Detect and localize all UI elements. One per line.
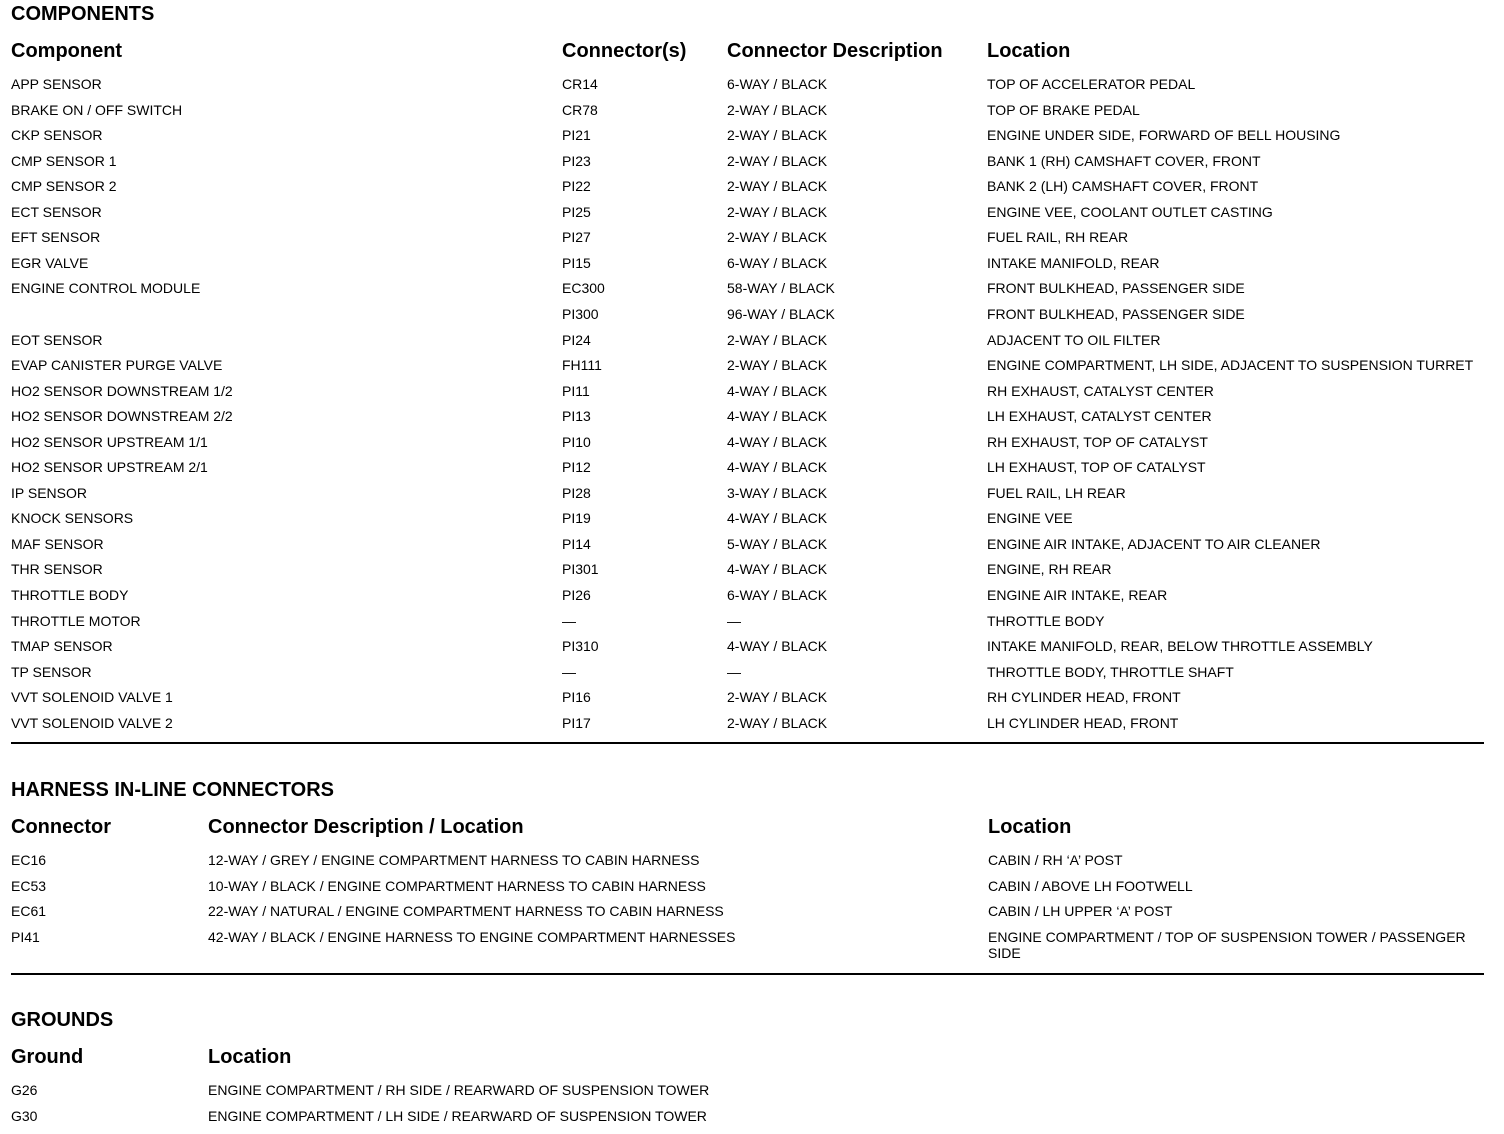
components-table-row (11, 510, 1484, 536)
components-cell-connector: PI22 (562, 178, 591, 195)
harness-cell-connector-description-location: 12-WAY / GREY / ENGINE COMPARTMENT HARNESS TO CABIN HARNESS (208, 852, 700, 868)
harness-cell-location: ENGINE COMPARTMENT / TOP OF SUSPENSION TOWER / PASSENGER SIDE (988, 928, 1466, 961)
components-cell-connector-description: 4-WAY / BLACK (727, 459, 828, 476)
components-cell-component: VVT SOLENOID VALVE 2 (11, 714, 173, 731)
components-cell-component: ECT SENSOR (11, 203, 102, 220)
components-cell-location: ENGINE VEE (987, 510, 1073, 527)
components-cell-component: TP SENSOR (11, 663, 92, 680)
components-cell-component: BRAKE ON / OFF SWITCH (11, 101, 183, 118)
components-table-row (11, 485, 1484, 511)
components-cell-connector: PI12 (562, 459, 591, 476)
components-cell-connector: — (562, 612, 576, 629)
components-table-row (11, 587, 1484, 613)
harness-cell-location: CABIN / LH UPPER ‘A’ POST (988, 903, 1173, 920)
components-cell-component: THR SENSOR (11, 561, 103, 578)
grounds-table-row (11, 1082, 1484, 1108)
components-cell-connector-description: 4-WAY / BLACK (727, 382, 828, 399)
components-cell-location: RH EXHAUST, CATALYST CENTER (987, 382, 1214, 399)
components-cell-connector: PI23 (562, 152, 591, 169)
components-cell-connector-description: — (727, 612, 741, 629)
components-cell-connector-description: 2-WAY / BLACK (727, 229, 828, 246)
components-cell-connector: PI25 (562, 203, 591, 220)
components-cell-location: BANK 1 (RH) CAMSHAFT COVER, FRONT (987, 152, 1261, 169)
components-header-component: Component (11, 40, 123, 62)
components-table-row (11, 229, 1484, 255)
components-cell-connector-description: 4-WAY / BLACK (727, 408, 828, 425)
components-cell-connector-description: 2-WAY / BLACK (727, 331, 828, 348)
components-cell-connector: PI13 (562, 408, 591, 425)
components-table-row (11, 613, 1484, 639)
components-table-row (11, 153, 1484, 179)
components-cell-connector: PI24 (562, 331, 591, 348)
components-header-connector-description: Connector Description (727, 40, 943, 62)
components-cell-location: LH EXHAUST, TOP OF CATALYST (987, 459, 1206, 476)
harness-table-row (11, 852, 1484, 878)
components-cell-connector: PI300 (562, 305, 599, 322)
components-table-row (11, 408, 1484, 434)
grounds-cell-location: ENGINE COMPARTMENT / RH SIDE / REARWARD OF SUSPENSION TOWER (208, 1082, 710, 1098)
components-cell-connector-description: 2-WAY / BLACK (727, 689, 828, 706)
components-cell-component: VVT SOLENOID VALVE 1 (11, 689, 173, 706)
components-header-connectors: Connector(s) (562, 40, 687, 62)
components-table-row (11, 434, 1484, 460)
components-table-row (11, 689, 1484, 715)
components-header-location: Location (987, 40, 1071, 62)
components-cell-connector-description: 4-WAY / BLACK (727, 638, 828, 655)
components-cell-location: LH CYLINDER HEAD, FRONT (987, 714, 1179, 731)
harness-header-connector-description-location: Connector Description / Location (208, 816, 524, 838)
components-cell-connector: CR14 (562, 76, 598, 92)
components-cell-connector: PI21 (562, 127, 591, 144)
components-cell-location: FRONT BULKHEAD, PASSENGER SIDE (987, 305, 1245, 322)
components-cell-location: BANK 2 (LH) CAMSHAFT COVER, FRONT (987, 178, 1259, 195)
components-cell-connector: PI10 (562, 433, 591, 450)
components-cell-component: CMP SENSOR 1 (11, 152, 117, 169)
components-cell-connector: PI16 (562, 689, 591, 706)
components-cell-connector: PI310 (562, 638, 599, 655)
components-section-title: COMPONENTS (11, 3, 155, 25)
components-cell-component: EVAP CANISTER PURGE VALVE (11, 357, 223, 374)
components-cell-location: INTAKE MANIFOLD, REAR, BELOW THROTTLE ASSEMBLY (987, 638, 1373, 655)
components-cell-connector-description: 58-WAY / BLACK (727, 280, 835, 297)
components-divider (11, 742, 1484, 744)
components-cell-location: RH CYLINDER HEAD, FRONT (987, 689, 1181, 706)
components-cell-connector-description: 2-WAY / BLACK (727, 127, 828, 144)
components-table-row (11, 357, 1484, 383)
components-cell-connector: PI15 (562, 254, 591, 271)
components-cell-location: ENGINE AIR INTAKE, REAR (987, 587, 1168, 603)
components-cell-connector-description: 96-WAY / BLACK (727, 305, 835, 322)
harness-table-row (11, 903, 1484, 929)
components-cell-connector-description: 4-WAY / BLACK (727, 561, 828, 578)
grounds-cell-ground: G30 (11, 1107, 38, 1124)
components-cell-connector-description: 2-WAY / BLACK (727, 357, 828, 374)
harness-header-connector: Connector (11, 816, 111, 838)
components-cell-location: FUEL RAIL, LH REAR (987, 484, 1126, 501)
harness-cell-connector-description-location: 22-WAY / NATURAL / ENGINE COMPARTMENT HARNESS TO CABIN HARNESS (208, 903, 724, 920)
harness-cell-connector-description-location: 10-WAY / BLACK / ENGINE COMPARTMENT HARNESS TO CABIN HARNESS (208, 877, 706, 894)
harness-cell-connector: EC61 (11, 903, 47, 920)
components-cell-location: RH EXHAUST, TOP OF CATALYST (987, 433, 1208, 450)
grounds-section-title: GROUNDS (11, 1009, 114, 1031)
components-table-row (11, 664, 1484, 690)
harness-section-title: HARNESS IN-LINE CONNECTORS (11, 779, 334, 801)
components-cell-component: TMAP SENSOR (11, 638, 113, 655)
components-table-row (11, 178, 1484, 204)
components-cell-location: FUEL RAIL, RH REAR (987, 229, 1129, 246)
harness-cell-connector: EC16 (11, 852, 47, 868)
components-cell-location: ADJACENT TO OIL FILTER (987, 331, 1161, 348)
components-cell-connector-description: 3-WAY / BLACK (727, 484, 828, 501)
grounds-cell-location: ENGINE COMPARTMENT / LH SIDE / REARWARD OF SUSPENSION TOWER (208, 1107, 707, 1124)
components-cell-connector: — (562, 663, 576, 680)
components-cell-component: CKP SENSOR (11, 127, 103, 144)
components-cell-connector: CR78 (562, 101, 598, 118)
components-cell-component: IP SENSOR (11, 484, 87, 501)
components-cell-component: HO2 SENSOR DOWNSTREAM 1/2 (11, 382, 233, 399)
components-table-row (11, 280, 1484, 306)
components-cell-connector: PI28 (562, 484, 591, 501)
components-cell-component: APP SENSOR (11, 76, 102, 92)
grounds-cell-ground: G26 (11, 1082, 38, 1098)
components-table-row (11, 127, 1484, 153)
components-cell-connector: PI27 (562, 229, 591, 246)
components-cell-connector-description: 2-WAY / BLACK (727, 152, 828, 169)
components-cell-location: FRONT BULKHEAD, PASSENGER SIDE (987, 280, 1245, 297)
components-cell-component: HO2 SENSOR UPSTREAM 2/1 (11, 459, 208, 476)
components-cell-connector-description: 2-WAY / BLACK (727, 203, 828, 220)
components-cell-component: THROTTLE MOTOR (11, 612, 141, 629)
components-cell-component: ENGINE CONTROL MODULE (11, 280, 201, 297)
components-cell-location: TOP OF ACCELERATOR PEDAL (987, 76, 1196, 92)
grounds-header-ground: Ground (11, 1046, 84, 1068)
components-cell-location: THROTTLE BODY (987, 612, 1105, 629)
components-cell-connector: PI17 (562, 714, 591, 731)
harness-table-row (11, 878, 1484, 904)
components-cell-connector-description: 6-WAY / BLACK (727, 587, 828, 603)
components-cell-connector: PI14 (562, 535, 591, 552)
components-table-row (11, 536, 1484, 562)
components-cell-location: ENGINE, RH REAR (987, 561, 1112, 578)
components-table-row (11, 638, 1484, 664)
components-cell-component: MAF SENSOR (11, 535, 104, 552)
components-cell-connector: PI301 (562, 561, 599, 578)
components-table-row (11, 255, 1484, 281)
harness-header-location: Location (988, 816, 1072, 838)
components-cell-component: CMP SENSOR 2 (11, 178, 117, 195)
components-cell-component: EGR VALVE (11, 254, 89, 271)
components-cell-component: THROTTLE BODY (11, 587, 129, 603)
components-cell-connector-description: 5-WAY / BLACK (727, 535, 828, 552)
components-cell-connector-description: — (727, 663, 741, 680)
grounds-header-location: Location (208, 1046, 292, 1068)
components-cell-location: LH EXHAUST, CATALYST CENTER (987, 408, 1212, 425)
components-cell-connector-description: 2-WAY / BLACK (727, 178, 828, 195)
components-cell-component: HO2 SENSOR DOWNSTREAM 2/2 (11, 408, 233, 425)
harness-divider (11, 973, 1484, 975)
harness-cell-location: CABIN / ABOVE LH FOOTWELL (988, 877, 1193, 894)
components-cell-connector-description: 6-WAY / BLACK (727, 254, 828, 271)
components-cell-location: INTAKE MANIFOLD, REAR (987, 254, 1160, 271)
components-cell-connector: FH111 (562, 357, 602, 374)
harness-cell-connector-description-location: 42-WAY / BLACK / ENGINE HARNESS TO ENGINE COMPARTMENT HARNESSES (208, 928, 736, 945)
harness-cell-connector: EC53 (11, 877, 47, 894)
components-cell-connector: PI26 (562, 587, 591, 603)
components-cell-component: HO2 SENSOR UPSTREAM 1/1 (11, 433, 208, 450)
components-table-row (11, 383, 1484, 409)
components-table-row (11, 204, 1484, 230)
components-table-row (11, 561, 1484, 587)
components-cell-connector: EC300 (562, 280, 605, 297)
components-cell-connector: PI11 (562, 382, 590, 399)
harness-cell-location: CABIN / RH ‘A’ POST (988, 852, 1123, 868)
components-cell-connector: PI19 (562, 510, 591, 527)
components-table-row (11, 76, 1484, 102)
grounds-table-row (11, 1108, 1484, 1134)
components-table-row (11, 459, 1484, 485)
components-cell-location: TOP OF BRAKE PEDAL (987, 101, 1140, 118)
components-table-row (11, 102, 1484, 128)
components-cell-component: KNOCK SENSORS (11, 510, 134, 527)
components-cell-location: ENGINE VEE, COOLANT OUTLET CASTING (987, 203, 1273, 220)
harness-table-row (11, 928, 1484, 961)
components-cell-connector-description: 2-WAY / BLACK (727, 101, 828, 118)
components-cell-location: ENGINE AIR INTAKE, ADJACENT TO AIR CLEANER (987, 535, 1321, 552)
components-cell-location: ENGINE UNDER SIDE, FORWARD OF BELL HOUSING (987, 127, 1341, 144)
components-cell-connector-description: 2-WAY / BLACK (727, 714, 828, 731)
components-table-row (11, 306, 1484, 332)
components-cell-connector-description: 4-WAY / BLACK (727, 510, 828, 527)
components-table-row (11, 332, 1484, 358)
components-table-row (11, 715, 1484, 741)
harness-cell-connector: PI41 (11, 928, 40, 945)
components-cell-connector-description: 4-WAY / BLACK (727, 433, 828, 450)
components-cell-component: EOT SENSOR (11, 331, 103, 348)
components-cell-location: ENGINE COMPARTMENT, LH SIDE, ADJACENT TO SUSPENSION TURRET (987, 357, 1474, 374)
components-cell-location: THROTTLE BODY, THROTTLE SHAFT (987, 663, 1234, 680)
components-cell-component: EFT SENSOR (11, 229, 101, 246)
components-cell-connector-description: 6-WAY / BLACK (727, 76, 828, 92)
